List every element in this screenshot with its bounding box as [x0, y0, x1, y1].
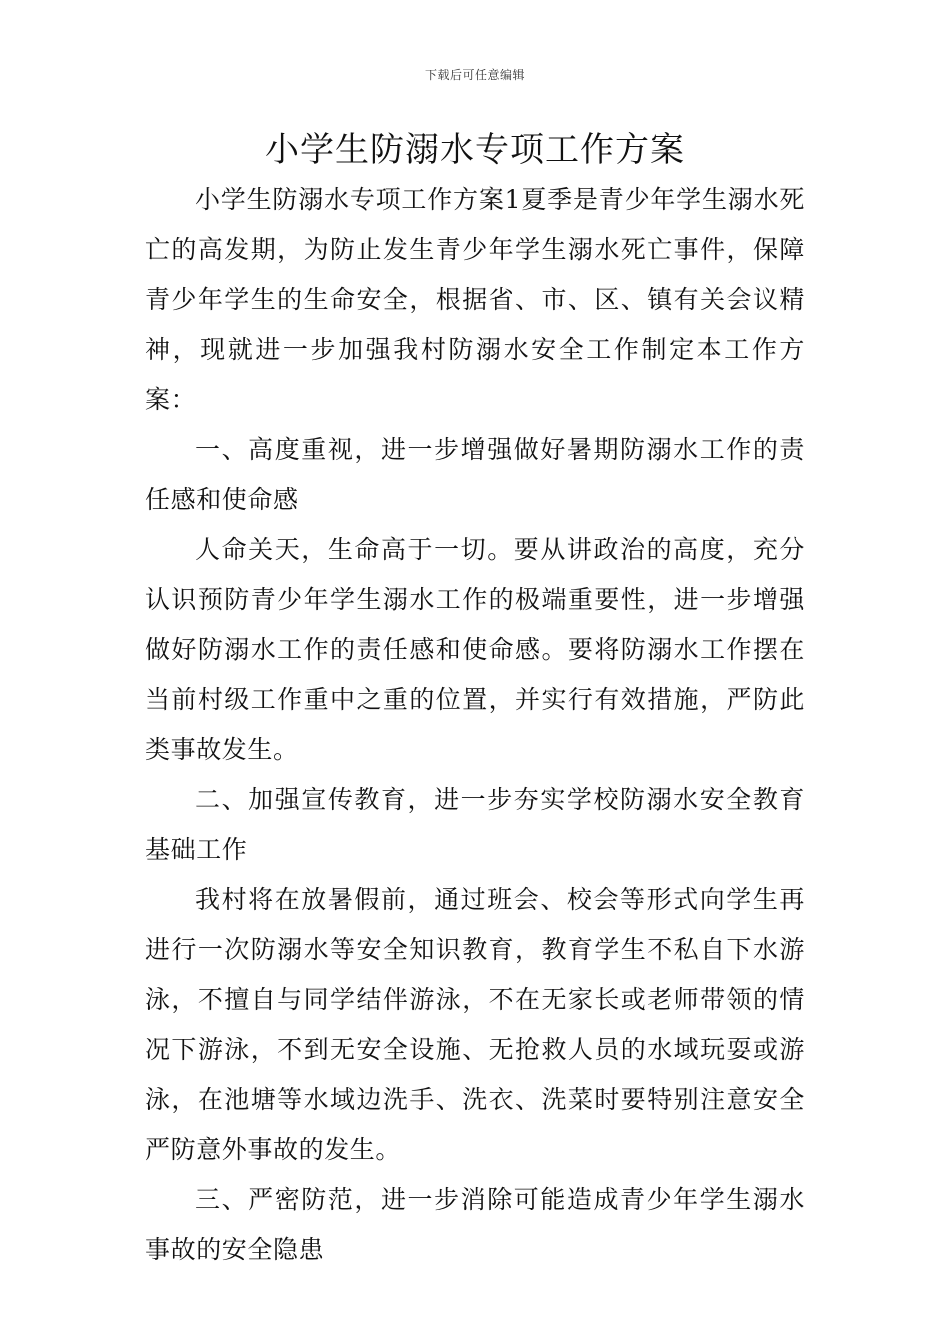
section-heading-3: 三、严密防范，进一步消除可能造成青少年学生溺水事故的安全隐患: [145, 1185, 805, 1264]
section-heading-1: 一、高度重视，进一步增强做好暑期防溺水工作的责任感和使命感: [145, 435, 805, 514]
paragraph-section-1: 人命关天，生命高于一切。要从讲政治的高度，充分认识预防青少年学生溺水工作的极端重要性，进一步增强做好防溺水工作的责任感和使命感。要将防溺水工作摆在当前村级工作重中之重的位置，并实行有效措施，严防此类事故发生。: [145, 535, 805, 764]
paragraph-section-2: 我村将在放暑假前，通过班会、校会等形式向学生再进行一次防溺水等安全知识教育，教育学生不私自下水游泳，不擅自与同学结伴游泳，不在无家长或老师带领的情况下游泳，不到无安全设施、无抢救人员的水域玩耍或游泳，在池塘等水域边洗手、洗衣、洗菜时要特别注意安全严防意外事故的发生。: [145, 885, 805, 1164]
document-title: 小学生防溺水专项工作方案: [265, 130, 685, 170]
paragraph-intro: 小学生防溺水专项工作方案1夏季是青少年学生溺水死亡的高发期，为防止发生青少年学生溺水死亡事件，保障青少年学生的生命安全，根据省、市、区、镇有关会议精神，现就进一步加强我村防溺水安全工作制定本工作方案：: [145, 185, 805, 414]
section-heading-2: 二、加强宣传教育，进一步夯实学校防溺水安全教育基础工作: [145, 785, 805, 864]
document-body: [145, 175, 805, 1275]
header-note: 下载后可任意编辑: [424, 68, 525, 82]
